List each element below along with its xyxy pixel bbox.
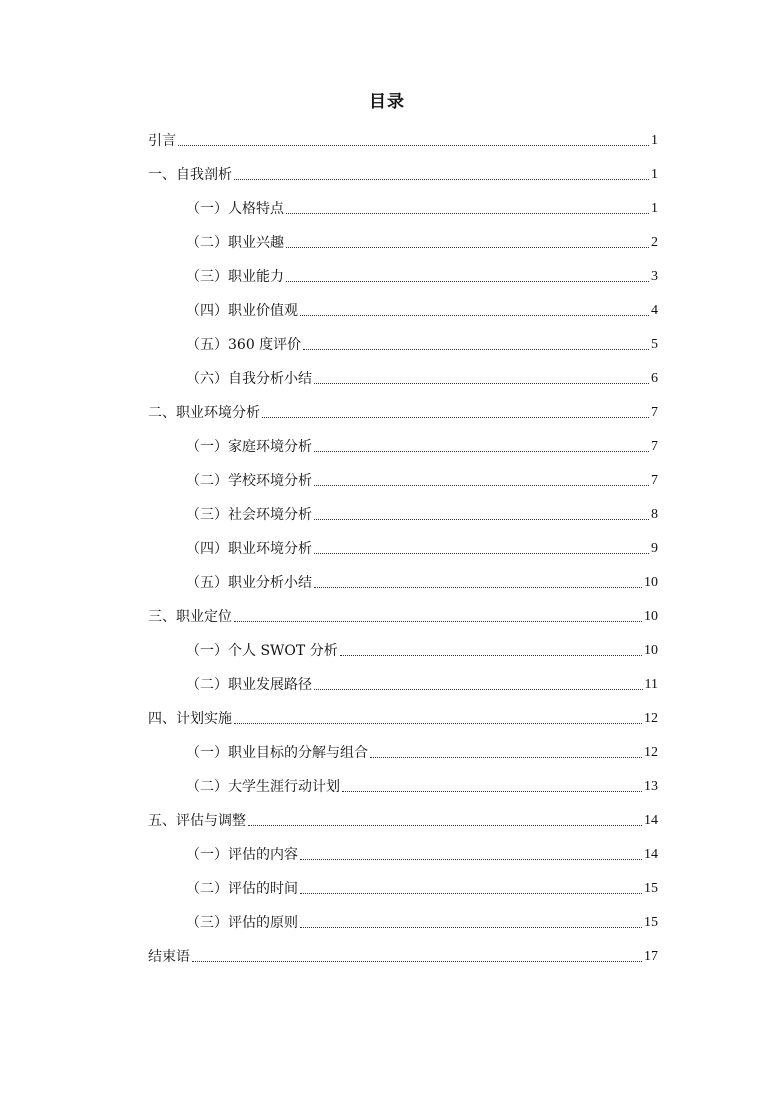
toc-section-entry[interactable]	[148, 360, 658, 394]
toc-section-entry[interactable]	[148, 734, 658, 768]
toc-dot-leader	[300, 315, 649, 316]
toc-entry-label: （三）职业能力	[186, 269, 284, 285]
toc-chapter-entry[interactable]	[148, 700, 658, 734]
page-title: 目录	[369, 92, 405, 112]
toc-page-number: 4	[651, 303, 658, 318]
toc-entry-label: （二）职业兴趣	[186, 235, 284, 251]
toc-section-entry[interactable]	[148, 428, 658, 462]
toc-entry-label: （一）人格特点	[186, 201, 284, 217]
toc-page-number: 14	[644, 813, 658, 828]
toc-dot-leader	[342, 791, 642, 792]
toc-section-entry[interactable]	[148, 462, 658, 496]
toc-dot-leader	[314, 553, 649, 554]
toc-section-entry[interactable]	[148, 666, 658, 700]
toc-page-number: 13	[644, 779, 658, 794]
toc-entry-label: （五）360 度评价	[186, 337, 302, 353]
toc-dot-leader	[234, 179, 649, 180]
toc-page-number: 15	[644, 881, 658, 896]
toc-page-number: 6	[651, 371, 658, 386]
toc-dot-leader	[314, 587, 642, 588]
toc-page-number: 8	[651, 507, 658, 522]
toc-section-entry[interactable]	[148, 564, 658, 598]
toc-dot-leader	[286, 247, 649, 248]
toc-page-number: 11	[644, 677, 658, 692]
toc-page-number: 9	[651, 541, 658, 556]
toc-entry-label: （一）个人 SWOT 分析	[186, 643, 338, 659]
toc-page-number: 10	[644, 643, 658, 658]
toc-section-entry[interactable]	[148, 530, 658, 564]
toc-dot-leader	[178, 145, 649, 146]
toc-page-number: 7	[651, 405, 658, 420]
toc-entry-label: （一）职业目标的分解与组合	[186, 745, 368, 761]
toc-section-entry[interactable]	[148, 836, 658, 870]
toc-section-entry[interactable]	[148, 292, 658, 326]
toc-dot-leader	[286, 281, 649, 282]
toc-dot-leader	[314, 383, 649, 384]
toc-dot-leader	[300, 893, 642, 894]
toc-entry-label: （四）职业环境分析	[186, 541, 312, 557]
toc-page-number: 2	[651, 235, 658, 250]
toc-section-entry[interactable]	[148, 326, 658, 360]
toc-section-entry[interactable]	[148, 768, 658, 802]
toc-dot-leader	[300, 859, 642, 860]
toc-page-number: 7	[651, 473, 658, 488]
toc-page-number: 1	[651, 167, 658, 182]
toc-entry-label: 五、评估与调整	[148, 813, 246, 829]
toc-dot-leader	[300, 927, 642, 928]
toc-section-entry[interactable]	[148, 632, 658, 666]
toc-entry-label: （五）职业分析小结	[186, 575, 312, 591]
toc-page-number: 5	[651, 337, 658, 352]
toc-page-number: 1	[651, 201, 658, 216]
toc-page-number: 17	[644, 949, 658, 964]
toc-dot-leader	[370, 757, 642, 758]
toc-section-entry[interactable]	[148, 870, 658, 904]
toc-dot-leader	[234, 723, 642, 724]
toc-entry-label: （六）自我分析小结	[186, 371, 312, 387]
toc-dot-leader	[314, 519, 649, 520]
toc-dot-leader	[314, 485, 649, 486]
toc-chapter-entry[interactable]	[148, 598, 658, 632]
toc-section-entry[interactable]	[148, 190, 658, 224]
toc-entry-label: 三、职业定位	[148, 609, 232, 625]
toc-section-entry[interactable]	[148, 496, 658, 530]
toc-page-number: 1	[651, 133, 658, 148]
toc-entry-label: （一）评估的内容	[186, 847, 298, 863]
toc-entry-label: （一）家庭环境分析	[186, 439, 312, 455]
toc-section-entry[interactable]	[148, 904, 658, 938]
toc-dot-leader	[192, 961, 642, 962]
toc-entry-label: （三）评估的原则	[186, 915, 298, 931]
table-of-contents	[148, 122, 658, 972]
toc-entry-label: 四、计划实施	[148, 711, 232, 727]
toc-section-entry[interactable]	[148, 224, 658, 258]
toc-chapter-entry[interactable]	[148, 938, 658, 972]
toc-chapter-entry[interactable]	[148, 122, 658, 156]
toc-dot-leader	[340, 655, 642, 656]
toc-page-number: 10	[644, 575, 658, 590]
toc-page-number: 10	[644, 609, 658, 624]
toc-chapter-entry[interactable]	[148, 802, 658, 836]
toc-chapter-entry[interactable]	[148, 156, 658, 190]
toc-entry-label: （二）评估的时间	[186, 881, 298, 897]
toc-entry-label: 结束语	[148, 949, 190, 965]
toc-dot-leader	[314, 451, 649, 452]
toc-dot-leader	[234, 621, 642, 622]
toc-page-number: 12	[644, 745, 658, 760]
toc-page-number: 3	[651, 269, 658, 284]
toc-entry-label: 引言	[148, 133, 176, 149]
toc-entry-label: （四）职业价值观	[186, 303, 298, 319]
toc-entry-label: （二）大学生涯行动计划	[186, 779, 340, 795]
toc-chapter-entry[interactable]	[148, 394, 658, 428]
toc-section-entry[interactable]	[148, 258, 658, 292]
toc-page-number: 12	[644, 711, 658, 726]
toc-entry-label: （二）职业发展路径	[186, 677, 312, 693]
toc-dot-leader	[314, 689, 643, 690]
toc-page-number: 7	[651, 439, 658, 454]
toc-dot-leader	[303, 349, 649, 350]
toc-entry-label: （三）社会环境分析	[186, 507, 312, 523]
toc-entry-label: 二、职业环境分析	[148, 405, 260, 421]
toc-entry-label: 一、自我剖析	[148, 167, 232, 183]
toc-dot-leader	[286, 213, 649, 214]
toc-dot-leader	[262, 417, 649, 418]
toc-page-number: 14	[644, 847, 658, 862]
toc-dot-leader	[248, 825, 642, 826]
toc-entry-label: （二）学校环境分析	[186, 473, 312, 489]
toc-page-number: 15	[644, 915, 658, 930]
